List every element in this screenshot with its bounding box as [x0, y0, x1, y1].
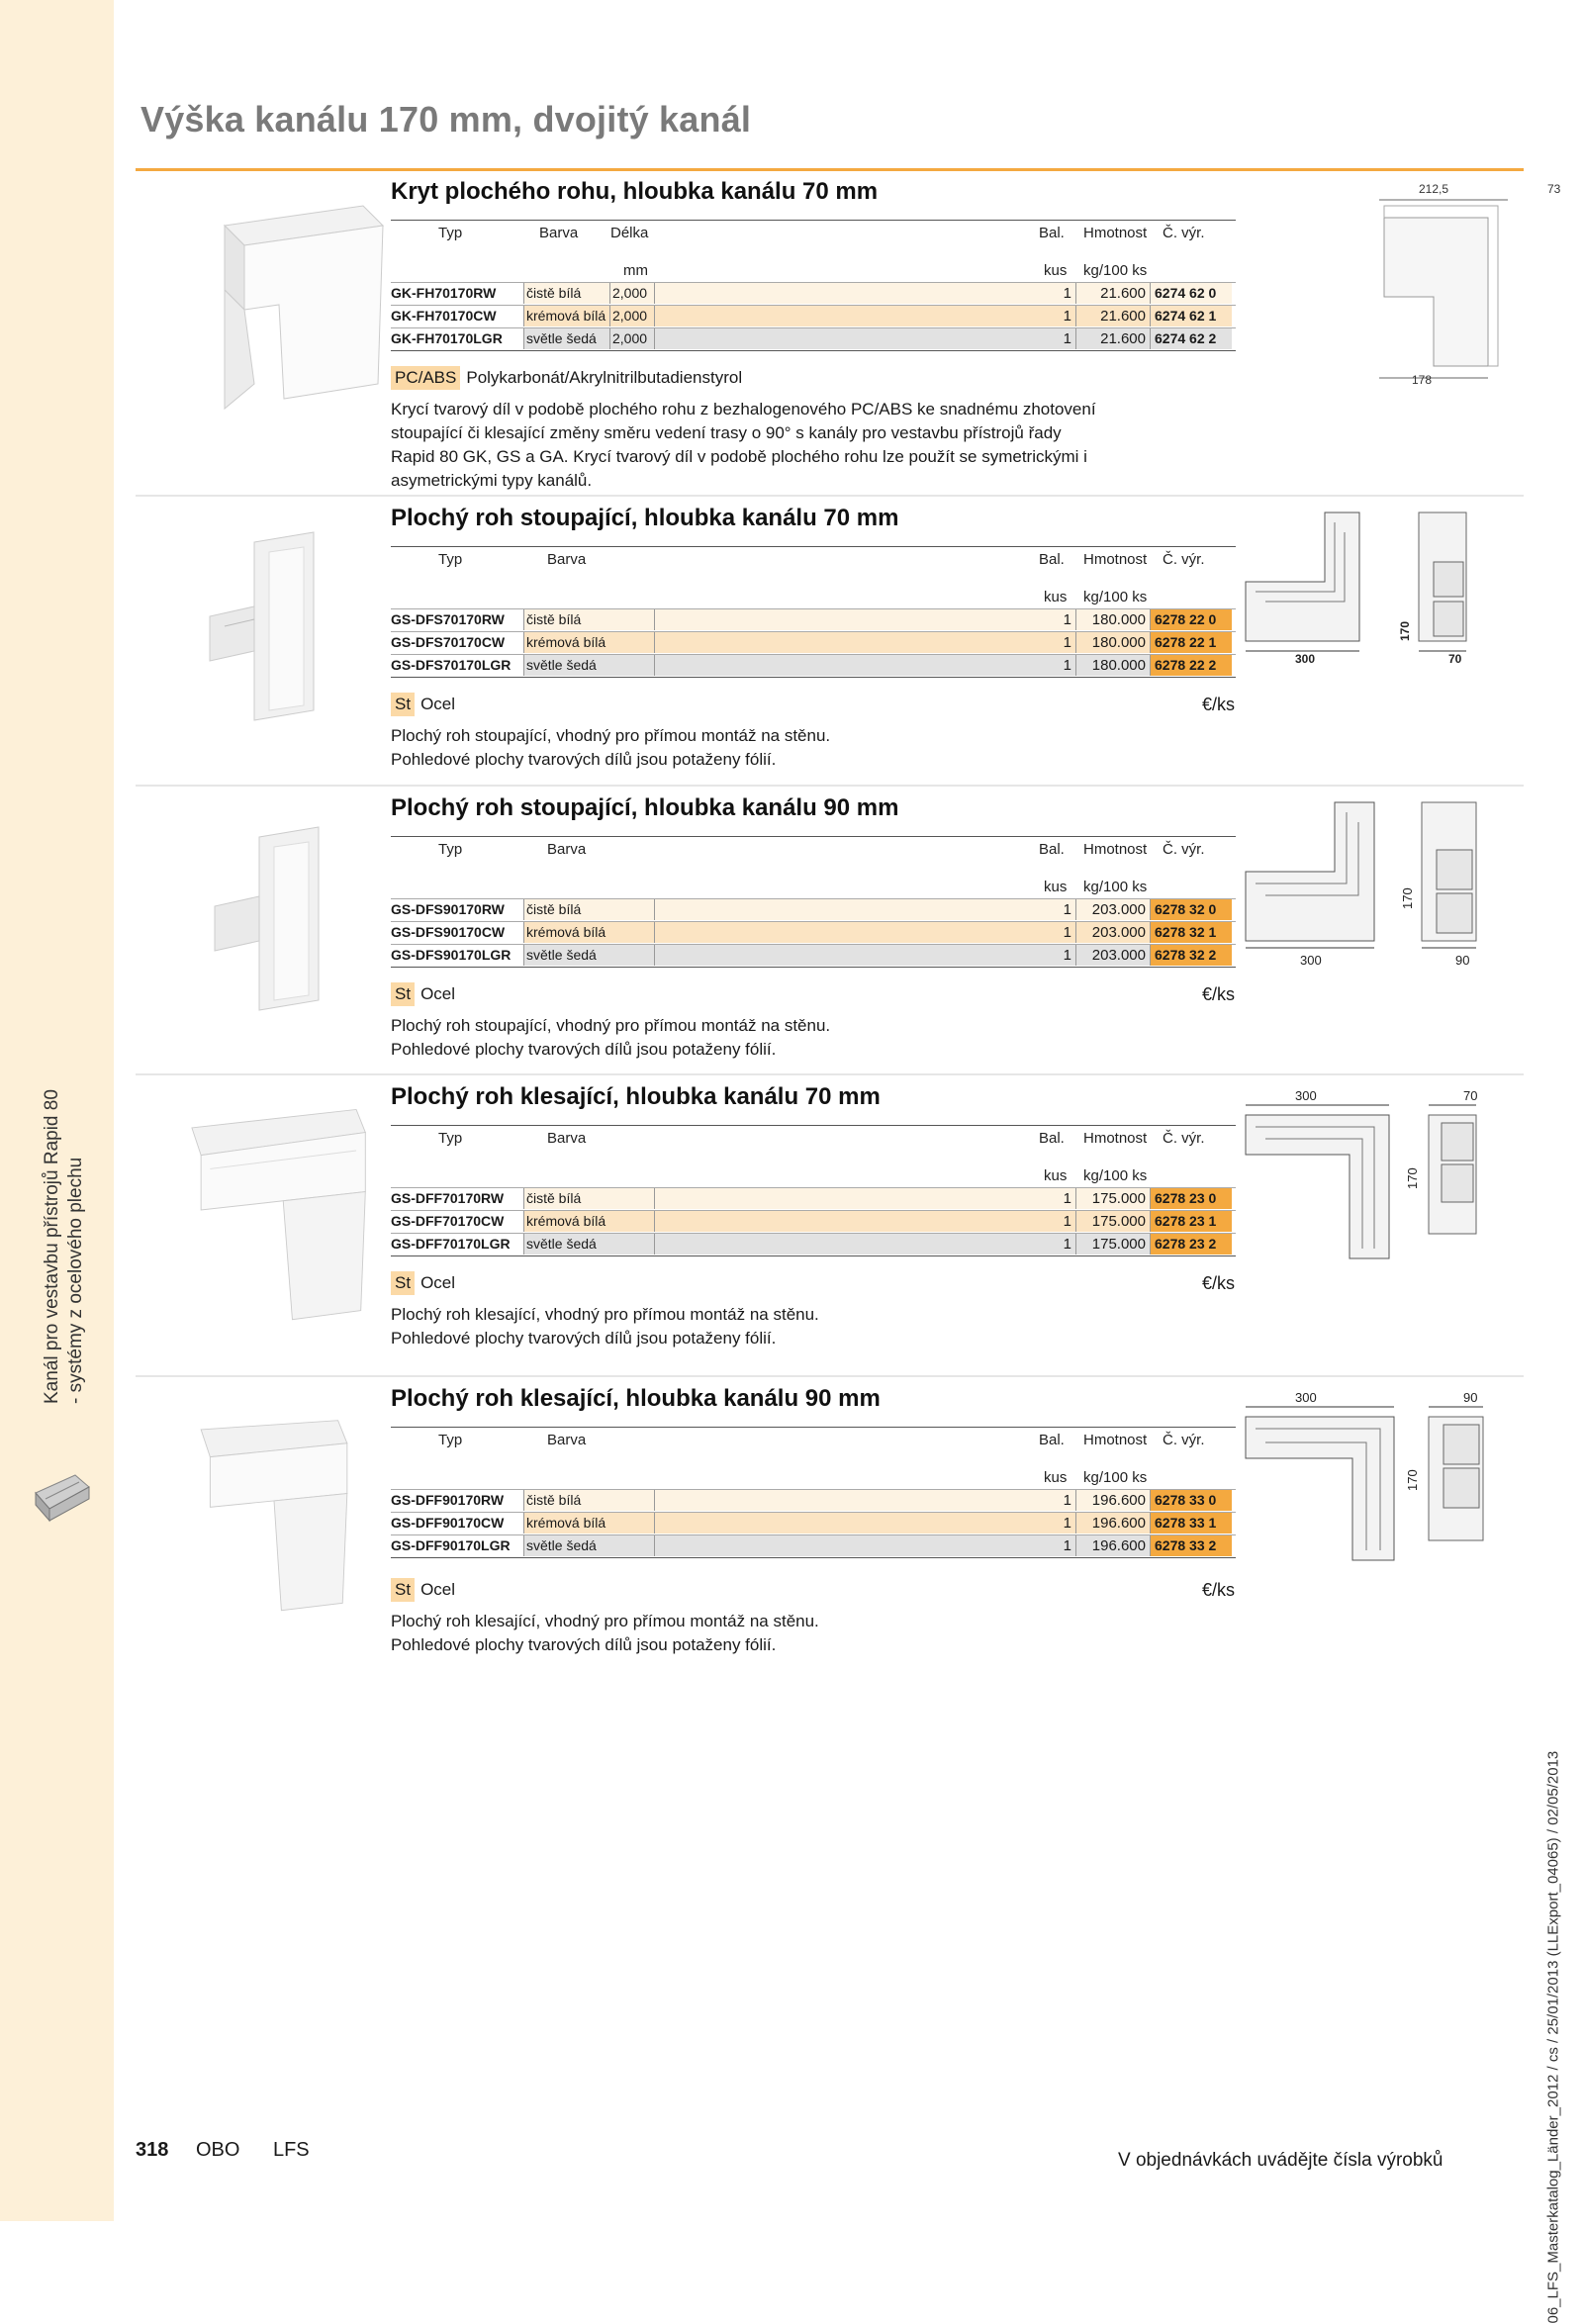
cell-cvyr: 6278 32 0	[1150, 899, 1232, 920]
cell-color-fill	[654, 609, 1036, 630]
table-row	[391, 631, 1331, 654]
table-row	[391, 282, 1331, 305]
technical-drawing	[1236, 792, 1523, 990]
header-kg: kg/100 ks	[1083, 879, 1148, 895]
cell-typ: GS-DFF90170LGR	[391, 1537, 511, 1553]
cell-hmotnost: 21.600	[1075, 306, 1150, 326]
cell-hmotnost: 180.000	[1075, 609, 1150, 630]
table-row	[391, 921, 1331, 944]
cell-typ: GS-DFS70170CW	[391, 634, 506, 650]
desc-line: Plochý roh klesající, vhodný pro přímou montáž na stěnu.	[391, 1612, 819, 1630]
dim-depth: 70	[1448, 652, 1462, 666]
header-cvyr: Č. výr.	[1163, 1130, 1205, 1147]
cell-bal: 1	[1036, 1234, 1075, 1255]
cell-cvyr: 6278 22 0	[1150, 609, 1232, 630]
table-row	[391, 1233, 1331, 1256]
cell-color-fill	[654, 632, 1036, 653]
header-kus: kus	[1044, 262, 1068, 279]
price-unit: €/ks	[1202, 1580, 1236, 1600]
cell-hmotnost: 196.600	[1075, 1535, 1150, 1556]
material-name: Ocel	[420, 695, 456, 713]
desc-line: Plochý roh stoupající, vhodný pro přímou montáž na stěnu.	[391, 1016, 831, 1035]
desc-line: Rapid 80 GK, GS a GA. Krycí tvarový díl v podobě plochého rohu lze použít se symetrickými i	[391, 447, 1087, 466]
cell-bal: 1	[1036, 632, 1075, 653]
cell-hmotnost: 21.600	[1075, 283, 1150, 304]
section-title: Plochý roh klesající, hloubka kanálu 70 mm	[391, 1083, 881, 1110]
header-typ: Typ	[438, 225, 463, 241]
section-divider	[136, 1375, 1524, 1377]
product-table	[391, 1427, 1331, 1558]
product-table	[391, 546, 1331, 678]
cell-bal: 1	[1036, 609, 1075, 630]
product-photo	[165, 1393, 383, 1630]
right-vertical-label	[1524, 1750, 1562, 2324]
table-header	[391, 1427, 1331, 1489]
header-cvyr: Č. výr.	[1163, 1432, 1205, 1448]
cell-barva: světle šedá	[523, 328, 609, 349]
cell-bal: 1	[1036, 655, 1075, 676]
cell-cvyr: 6278 32 1	[1150, 922, 1232, 943]
cell-color-fill	[654, 1188, 1036, 1209]
dim-length: 178	[1412, 373, 1433, 387]
price-unit: €/ks	[1202, 1273, 1236, 1293]
section-description	[391, 724, 1182, 772]
header-cvyr: Č. výr.	[1163, 551, 1205, 568]
cell-typ: GK-FH70170RW	[391, 285, 497, 301]
cell-color-fill	[654, 283, 1036, 304]
table-row	[391, 1534, 1331, 1558]
material-name: Polykarbonát/Akrylnitrilbutadienstyrol	[466, 368, 743, 387]
header-hmotnost: Hmotnost	[1083, 551, 1148, 568]
material-code: St	[391, 982, 415, 1006]
side-label	[30, 1059, 89, 1435]
section-description	[391, 1610, 1182, 1657]
desc-line: stoupající či klesající změny směru vedení trasy o 90° s kanály pro vestavbu přístrojů řady	[391, 423, 1062, 442]
table-row	[391, 608, 1331, 631]
cell-delka: 2,000	[609, 283, 654, 304]
technical-drawing	[1236, 1085, 1523, 1283]
cell-typ: GS-DFS70170LGR	[391, 657, 512, 673]
cell-delka: 2,000	[609, 328, 654, 349]
cell-typ: GS-DFF70170LGR	[391, 1236, 511, 1252]
header-kus: kus	[1044, 1469, 1068, 1486]
cell-cvyr: 6278 33 2	[1150, 1535, 1232, 1556]
cell-barva: čistě bílá	[523, 1490, 654, 1511]
table-row	[391, 327, 1331, 351]
cell-typ: GS-DFS90170RW	[391, 901, 505, 917]
cell-cvyr: 6278 33 0	[1150, 1490, 1232, 1511]
footer-note: V objednávkách uvádějte čísla výrobků	[1118, 2150, 1443, 2171]
section-description	[391, 1014, 1182, 1062]
cell-delka: 2,000	[609, 306, 654, 326]
section-description	[391, 398, 1182, 493]
section-title: Plochý roh stoupající, hloubka kanálu 90 mm	[391, 794, 899, 821]
cell-bal: 1	[1036, 306, 1075, 326]
cell-typ: GS-DFS90170CW	[391, 924, 506, 940]
cell-color-fill	[654, 1211, 1036, 1232]
dim-depth: 70	[1463, 1088, 1478, 1103]
header-cvyr: Č. výr.	[1163, 841, 1205, 858]
cell-hmotnost: 203.000	[1075, 922, 1150, 943]
dim-height: 170	[1400, 887, 1415, 909]
desc-line: Plochý roh klesající, vhodný pro přímou montáž na stěnu.	[391, 1305, 819, 1324]
cell-hmotnost: 175.000	[1075, 1188, 1150, 1209]
table-row	[391, 1489, 1331, 1512]
table-row	[391, 1210, 1331, 1233]
table-row	[391, 898, 1331, 921]
price-unit: €/ks	[1202, 695, 1236, 714]
header-bal: Bal.	[1039, 1432, 1065, 1448]
product-table	[391, 836, 1331, 968]
header-barva: Barva	[547, 1130, 587, 1147]
section-divider	[136, 785, 1524, 787]
cell-bal: 1	[1036, 922, 1075, 943]
material-code: St	[391, 1271, 415, 1295]
cell-cvyr: 6274 62 0	[1150, 283, 1232, 304]
cell-bal: 1	[1036, 1513, 1075, 1534]
cell-barva: krémová bílá	[523, 1211, 654, 1232]
header-mm: mm	[623, 262, 648, 279]
cell-bal: 1	[1036, 1188, 1075, 1209]
material-row	[391, 1578, 455, 1602]
material-row	[391, 982, 455, 1006]
page-number: 318	[136, 2139, 169, 2161]
dim-height: 170	[1398, 620, 1412, 641]
side-label-line-2: - systémy z ocelového plechu	[65, 1157, 86, 1404]
section-divider	[136, 495, 1524, 497]
cell-typ: GS-DFS90170LGR	[391, 947, 512, 963]
cell-barva: světle šedá	[523, 945, 654, 966]
section-description	[391, 1303, 1182, 1350]
cell-typ: GS-DFF70170CW	[391, 1213, 505, 1229]
table-header	[391, 546, 1331, 608]
header-barva: Barva	[547, 1432, 587, 1448]
cell-color-fill	[654, 1234, 1036, 1255]
header-barva: Barva	[539, 225, 579, 241]
cell-color-fill	[654, 328, 1036, 349]
desc-line: Pohledové plochy tvarových dílů jsou potaženy fólií.	[391, 1040, 777, 1059]
dim-depth: 90	[1463, 1390, 1478, 1405]
material-name: Ocel	[420, 1273, 456, 1292]
product-table	[391, 220, 1331, 351]
cell-color-fill	[654, 1513, 1036, 1534]
dim-height: 170	[1405, 1469, 1420, 1491]
price-unit: €/ks	[1202, 984, 1236, 1004]
cell-barva: čistě bílá	[523, 899, 654, 920]
header-cvyr: Č. výr.	[1163, 225, 1205, 241]
cell-bal: 1	[1036, 1211, 1075, 1232]
technical-drawing	[1236, 178, 1561, 387]
desc-line: Krycí tvarový díl v podobě plochého rohu z bezhalogenového PC/ABS ke snadnému zhotovení	[391, 400, 1096, 418]
table-header	[391, 836, 1331, 898]
cell-color-fill	[654, 655, 1036, 676]
cell-cvyr: 6278 23 0	[1150, 1188, 1232, 1209]
cell-bal: 1	[1036, 328, 1075, 349]
dim-length: 300	[1300, 953, 1322, 968]
header-kus: kus	[1044, 879, 1068, 895]
cell-hmotnost: 175.000	[1075, 1211, 1150, 1232]
product-photo	[165, 802, 383, 1040]
cell-hmotnost: 203.000	[1075, 899, 1150, 920]
cell-color-fill	[654, 922, 1036, 943]
cell-cvyr: 6278 22 1	[1150, 632, 1232, 653]
cell-hmotnost: 196.600	[1075, 1490, 1150, 1511]
dim-length: 300	[1295, 1390, 1317, 1405]
cell-typ: GS-DFF90170RW	[391, 1492, 505, 1508]
header-kg: kg/100 ks	[1083, 1167, 1148, 1184]
header-kus: kus	[1044, 589, 1068, 605]
cell-hmotnost: 180.000	[1075, 655, 1150, 676]
cable-rail-icon	[32, 1469, 91, 1529]
cell-cvyr: 6278 22 2	[1150, 655, 1232, 676]
section-flat-corner-falling-90	[136, 1375, 1524, 1672]
header-hmotnost: Hmotnost	[1083, 225, 1148, 241]
right-vertical-label-text: 06_LFS_Masterkatalog_Länder_2012 / cs / 25/01/2013 (LLExport_04065) / 02/05/2013	[1544, 1750, 1562, 2324]
cell-barva: světle šedá	[523, 655, 654, 676]
cell-cvyr: 6278 23 2	[1150, 1234, 1232, 1255]
table-row	[391, 1187, 1331, 1210]
cell-barva: čistě bílá	[523, 283, 609, 304]
cell-cvyr: 6274 62 2	[1150, 328, 1232, 349]
desc-line: Pohledové plochy tvarových dílů jsou potaženy fólií.	[391, 1329, 777, 1348]
header-kus: kus	[1044, 1167, 1068, 1184]
header-bal: Bal.	[1039, 551, 1065, 568]
material-row	[391, 366, 742, 390]
material-code: PC/ABS	[391, 366, 460, 390]
table-header	[391, 1125, 1331, 1187]
cell-barva: krémová bílá	[523, 632, 654, 653]
cell-color-fill	[654, 1490, 1036, 1511]
section-title: Kryt plochého rohu, hloubka kanálu 70 mm	[391, 178, 879, 205]
material-row	[391, 1271, 455, 1295]
section-flat-corner-falling-70	[136, 1073, 1524, 1370]
table-row	[391, 654, 1331, 678]
header-hmotnost: Hmotnost	[1083, 1130, 1148, 1147]
product-photo	[165, 1091, 383, 1329]
cell-bal: 1	[1036, 945, 1075, 966]
section-title: Plochý roh stoupající, hloubka kanálu 70 mm	[391, 505, 899, 531]
product-photo	[165, 186, 383, 423]
cell-typ: GS-DFF70170RW	[391, 1190, 505, 1206]
cell-barva: světle šedá	[523, 1234, 654, 1255]
cell-bal: 1	[1036, 1535, 1075, 1556]
dim-length: 300	[1295, 652, 1316, 666]
section-flat-corner-cover	[136, 168, 1561, 495]
cell-barva: čistě bílá	[523, 1188, 654, 1209]
footer-left	[136, 2139, 310, 2162]
cell-color-fill	[654, 945, 1036, 966]
table-header	[391, 220, 1331, 282]
cell-cvyr: 6278 23 1	[1150, 1211, 1232, 1232]
cell-bal: 1	[1036, 283, 1075, 304]
header-typ: Typ	[438, 1432, 463, 1448]
cell-color-fill	[654, 1535, 1036, 1556]
cell-barva: světle šedá	[523, 1535, 654, 1556]
header-hmotnost: Hmotnost	[1083, 1432, 1148, 1448]
material-row	[391, 693, 455, 716]
cell-typ: GS-DFS70170RW	[391, 611, 505, 627]
cell-bal: 1	[1036, 899, 1075, 920]
dim-depth: 90	[1455, 953, 1470, 968]
section-flat-corner-rising-70	[136, 495, 1524, 782]
header-hmotnost: Hmotnost	[1083, 841, 1148, 858]
header-kg: kg/100 ks	[1083, 589, 1148, 605]
cell-color-fill	[654, 899, 1036, 920]
cell-hmotnost: 203.000	[1075, 945, 1150, 966]
technical-drawing	[1236, 1387, 1523, 1585]
section-divider	[136, 168, 1524, 171]
dim-depth: 73	[1547, 182, 1561, 196]
cell-hmotnost: 196.600	[1075, 1513, 1150, 1534]
desc-line: Pohledové plochy tvarových dílů jsou potaženy fólií.	[391, 1635, 777, 1654]
header-kg: kg/100 ks	[1083, 1469, 1148, 1486]
dim-length: 300	[1295, 1088, 1317, 1103]
page-title: Výška kanálu 170 mm, dvojitý kanál	[140, 99, 752, 139]
section-title: Plochý roh klesající, hloubka kanálu 90 mm	[391, 1385, 881, 1412]
header-typ: Typ	[438, 551, 463, 568]
cell-bal: 1	[1036, 1490, 1075, 1511]
section-flat-corner-rising-90	[136, 785, 1524, 1071]
header-bal: Bal.	[1039, 841, 1065, 858]
cell-hmotnost: 180.000	[1075, 632, 1150, 653]
technical-drawing	[1236, 503, 1523, 720]
cell-cvyr: 6278 32 2	[1150, 945, 1232, 966]
footer-series: LFS	[272, 2139, 310, 2161]
header-typ: Typ	[438, 1130, 463, 1147]
cell-cvyr: 6278 33 1	[1150, 1513, 1232, 1534]
section-divider	[136, 1073, 1524, 1075]
side-label-line-1: Kanál pro vestavbu přístrojů Rapid 80	[42, 1089, 62, 1404]
desc-line: Pohledové plochy tvarových dílů jsou potaženy fólií.	[391, 750, 777, 769]
material-code: St	[391, 693, 415, 716]
material-name: Ocel	[420, 1580, 456, 1599]
cell-typ: GK-FH70170LGR	[391, 330, 503, 346]
desc-line: asymetrickými typy kanálů.	[391, 471, 593, 490]
header-kg: kg/100 ks	[1083, 262, 1148, 279]
table-row	[391, 305, 1331, 327]
cell-hmotnost: 21.600	[1075, 328, 1150, 349]
cell-hmotnost: 175.000	[1075, 1234, 1150, 1255]
desc-line: Plochý roh stoupající, vhodný pro přímou montáž na stěnu.	[391, 726, 831, 745]
header-bal: Bal.	[1039, 1130, 1065, 1147]
cell-typ: GK-FH70170CW	[391, 308, 497, 324]
material-name: Ocel	[420, 984, 456, 1003]
product-table	[391, 1125, 1331, 1256]
cell-barva: čistě bílá	[523, 609, 654, 630]
header-delka: Délka	[610, 225, 649, 241]
cell-barva: krémová bílá	[523, 1513, 654, 1534]
dim-height: 170	[1405, 1167, 1420, 1189]
header-bal: Bal.	[1039, 225, 1065, 241]
cell-barva: krémová bílá	[523, 306, 609, 326]
dim-width: 212,5	[1419, 182, 1449, 196]
footer-brand: OBO	[195, 2139, 240, 2161]
table-row	[391, 944, 1331, 968]
header-typ: Typ	[438, 841, 463, 858]
header-barva: Barva	[547, 551, 587, 568]
material-code: St	[391, 1578, 415, 1602]
table-row	[391, 1512, 1331, 1534]
cell-typ: GS-DFF90170CW	[391, 1515, 505, 1531]
cell-barva: krémová bílá	[523, 922, 654, 943]
cell-cvyr: 6274 62 1	[1150, 306, 1232, 326]
cell-color-fill	[654, 306, 1036, 326]
header-barva: Barva	[547, 841, 587, 858]
product-photo	[165, 512, 383, 750]
